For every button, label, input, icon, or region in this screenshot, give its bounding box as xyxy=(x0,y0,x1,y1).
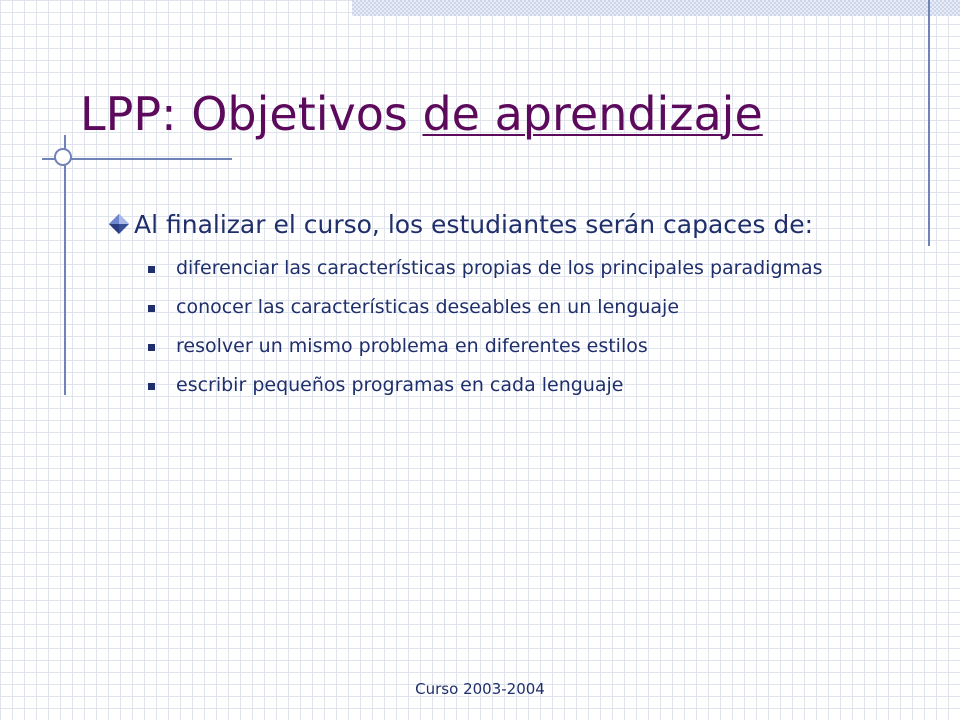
square-bullet-icon xyxy=(148,344,155,351)
top-decorative-band xyxy=(352,0,960,16)
left-vertical-rule xyxy=(64,135,66,395)
list-item-text: diferenciar las características propias de los principales paradigmas xyxy=(176,257,823,279)
crosshair-circle-icon xyxy=(54,148,72,166)
list-item-text: resolver un mismo problema en diferentes estilos xyxy=(176,335,648,357)
slide-title xyxy=(80,84,763,144)
slide-footer: Curso 2003-2004 xyxy=(415,680,545,698)
list-item-text: conocer las características deseables en un lenguaje xyxy=(176,296,680,318)
square-bullet-icon xyxy=(148,266,155,273)
square-bullet-icon xyxy=(148,383,155,390)
sub-bullet-list xyxy=(146,256,846,412)
list-item xyxy=(146,295,846,320)
list-item-text: escribir pequeños programas en cada lenguaje xyxy=(176,374,624,396)
main-bullet-text: Al finalizar el curso, los estudiantes serán capaces de: xyxy=(134,210,814,239)
diamond-icon xyxy=(108,213,130,235)
list-item xyxy=(146,256,846,281)
list-item xyxy=(146,373,846,398)
title-link[interactable]: de aprendizaje xyxy=(422,87,763,141)
list-item xyxy=(146,334,846,359)
square-bullet-icon xyxy=(148,305,155,312)
right-vertical-rule xyxy=(928,0,930,246)
title-prefix: LPP: Objetivos xyxy=(80,87,423,141)
